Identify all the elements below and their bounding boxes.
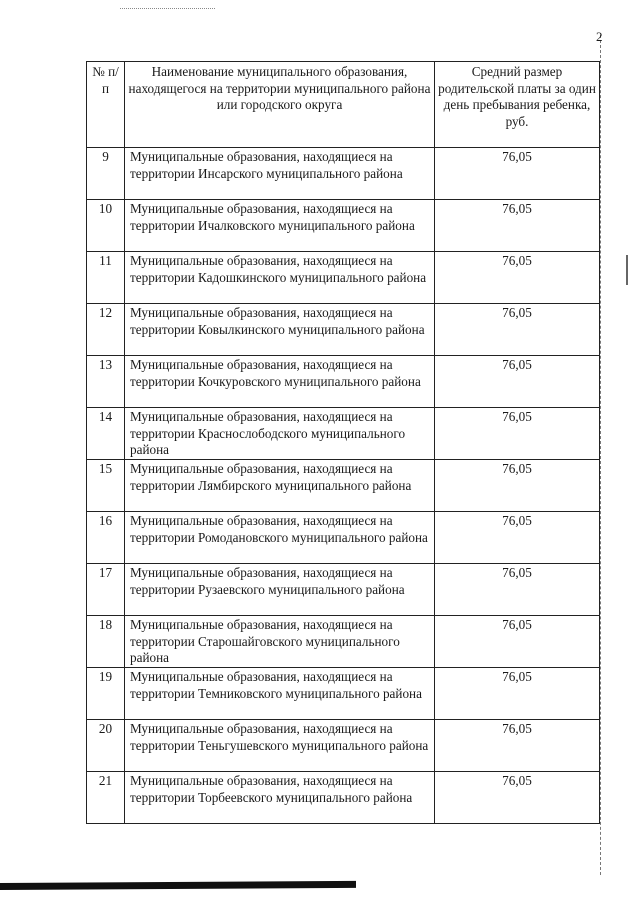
row-number: 18 — [87, 616, 125, 668]
row-number: 15 — [87, 460, 125, 512]
row-value: 76,05 — [435, 720, 600, 772]
row-number: 13 — [87, 356, 125, 408]
row-name: Муниципальные образования, находящиеся на территории Кадошкинского муниципального района — [125, 252, 435, 304]
table-row — [87, 356, 600, 408]
scan-artifact-right-mark — [626, 255, 628, 285]
row-value: 76,05 — [435, 668, 600, 720]
table-row — [87, 252, 600, 304]
row-value: 76,05 — [435, 460, 600, 512]
row-name: Муниципальные образования, находящиеся на территории Кочкуровского муниципального района — [125, 356, 435, 408]
table-row — [87, 616, 600, 668]
table-header-row — [87, 62, 600, 148]
table-row — [87, 200, 600, 252]
row-number: 9 — [87, 148, 125, 200]
row-value: 76,05 — [435, 148, 600, 200]
row-name: Муниципальные образования, находящиеся на территории Инсарского муниципального района — [125, 148, 435, 200]
scan-artifact-bottom-bar — [0, 881, 356, 890]
table-body — [87, 148, 600, 824]
row-value: 76,05 — [435, 512, 600, 564]
row-name: Муниципальные образования, находящиеся на территории Рузаевского муниципального района — [125, 564, 435, 616]
table-row — [87, 564, 600, 616]
row-name: Муниципальные образования, находящиеся на территории Старошайговского муниципального района — [125, 616, 435, 668]
header-num: № п/п — [87, 62, 125, 148]
row-value: 76,05 — [435, 408, 600, 460]
row-number: 10 — [87, 200, 125, 252]
table-row — [87, 460, 600, 512]
table-row — [87, 512, 600, 564]
table-row — [87, 668, 600, 720]
page-number: 2 — [596, 29, 603, 44]
row-name: Муниципальные образования, находящиеся на территории Теньгушевского муниципального района — [125, 720, 435, 772]
row-value: 76,05 — [435, 564, 600, 616]
scan-artifact-top — [120, 8, 215, 10]
fee-table — [86, 61, 600, 824]
row-name: Муниципальные образования, находящиеся на территории Ковылкинского муниципального района — [125, 304, 435, 356]
row-value: 76,05 — [435, 356, 600, 408]
row-value: 76,05 — [435, 616, 600, 668]
row-value: 76,05 — [435, 304, 600, 356]
row-number: 21 — [87, 772, 125, 824]
row-name: Муниципальные образования, находящиеся на территории Лямбирского муниципального района — [125, 460, 435, 512]
table-row — [87, 772, 600, 824]
row-value: 76,05 — [435, 200, 600, 252]
header-value: Средний размер родительской платы за один день пребывания ребенка, руб. — [435, 62, 600, 148]
row-name: Муниципальные образования, находящиеся на территории Темниковского муниципального района — [125, 668, 435, 720]
table-row — [87, 408, 600, 460]
row-name: Муниципальные образования, находящиеся на территории Краснослободского муниципального района — [125, 408, 435, 460]
row-value: 76,05 — [435, 252, 600, 304]
row-number: 20 — [87, 720, 125, 772]
scan-artifact-right-line — [600, 35, 602, 875]
row-name: Муниципальные образования, находящиеся на территории Ромодановского муниципального района — [125, 512, 435, 564]
row-number: 12 — [87, 304, 125, 356]
row-number: 17 — [87, 564, 125, 616]
row-name: Муниципальные образования, находящиеся на территории Торбеевского муниципального района — [125, 772, 435, 824]
row-number: 16 — [87, 512, 125, 564]
row-value: 76,05 — [435, 772, 600, 824]
row-name: Муниципальные образования, находящиеся на территории Ичалковского муниципального района — [125, 200, 435, 252]
row-number: 11 — [87, 252, 125, 304]
header-name: Наименование муниципального образования, находящегося на территории муниципального района или городского округа — [125, 62, 435, 148]
table-row — [87, 148, 600, 200]
table-row — [87, 304, 600, 356]
row-number: 19 — [87, 668, 125, 720]
row-number: 14 — [87, 408, 125, 460]
table-row — [87, 720, 600, 772]
